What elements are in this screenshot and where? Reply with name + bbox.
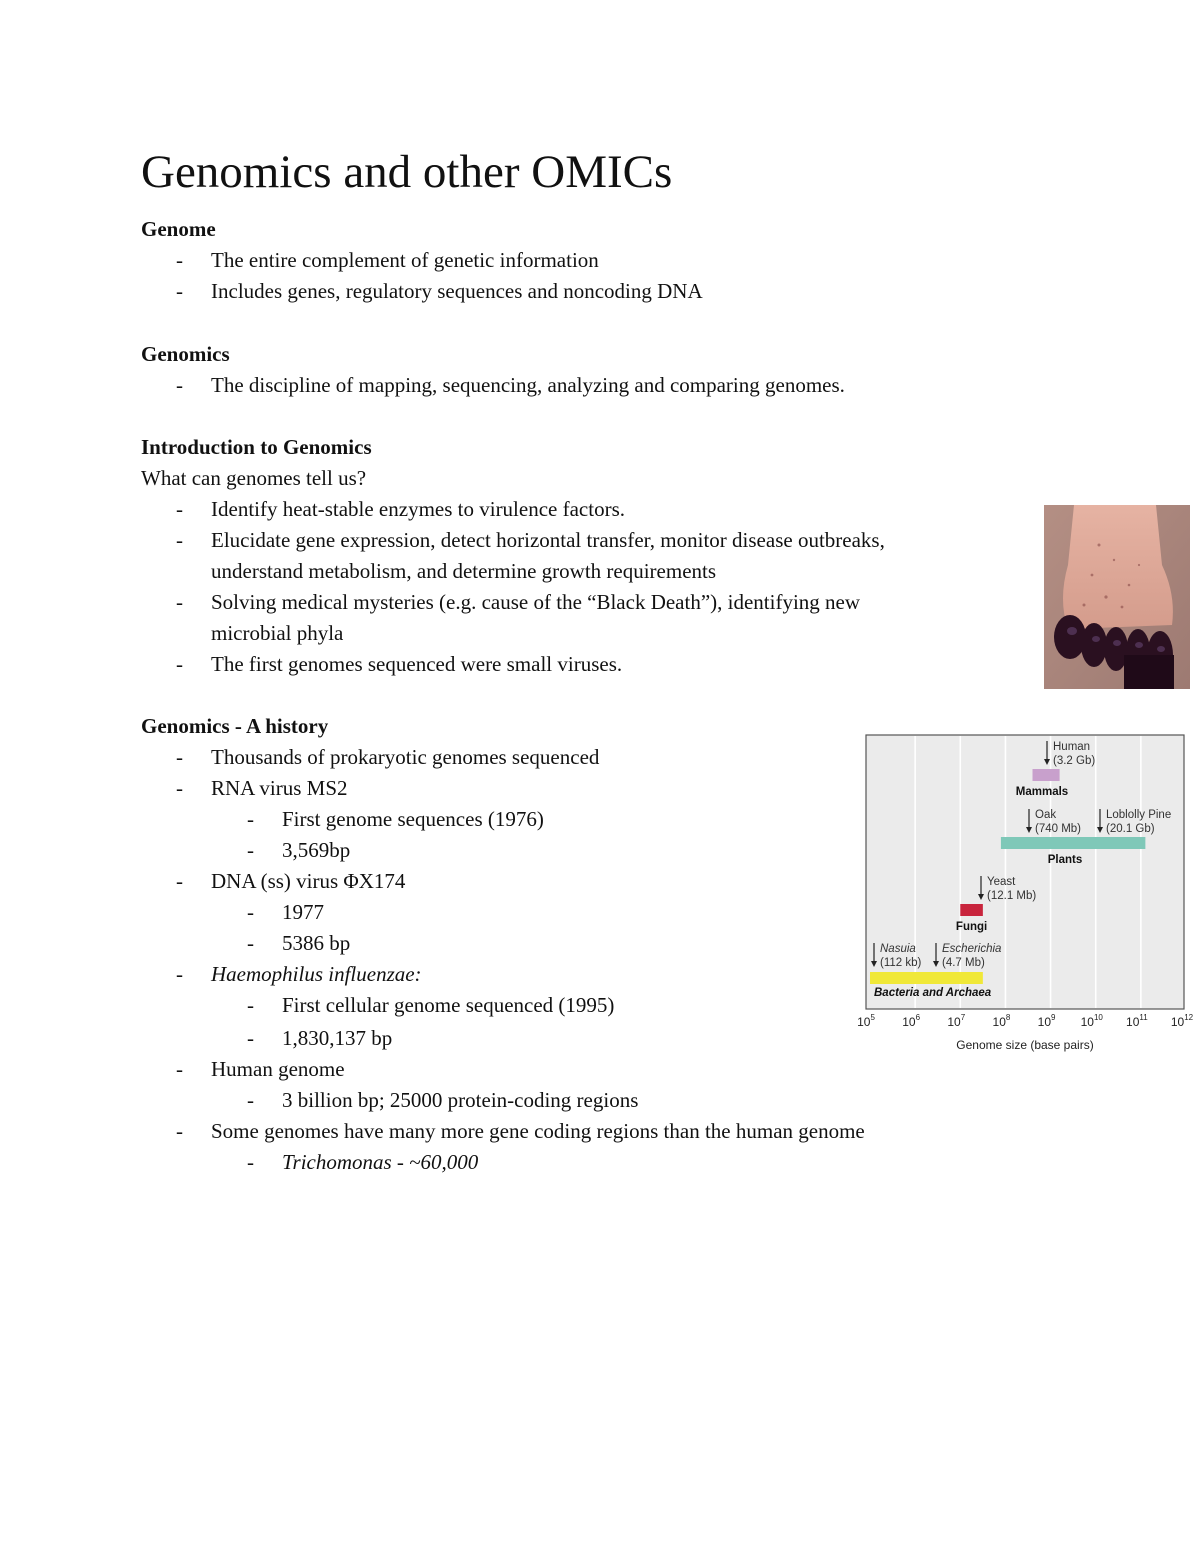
list-item-text: First cellular genome sequenced (1995) [282,993,615,1017]
annotation-label: (3.2 Gb) [1053,755,1096,767]
list-item-text: 5386 bp [282,931,351,955]
bullet-dash: - [247,838,254,862]
bullet-dash: - [176,652,183,676]
list-item-text: microbial phyla [211,621,344,645]
list-item-text: Elucidate gene expression, detect horizontal transfer, monitor disease outbreaks, [211,528,885,552]
group-bar [960,904,983,916]
list-item-text: Human genome [211,1057,345,1081]
list-item-text: 3 billion bp; 25000 protein-coding regions [282,1088,639,1112]
bullet-dash: - [247,1150,254,1174]
tick-label: $10^6$ [902,1013,921,1029]
intro-question: What can genomes tell us? [141,466,367,490]
annotation-label: (12.1 Mb) [987,890,1037,902]
genome-size-chart [852,733,1200,1055]
genome-heading: Genome [141,217,216,241]
annotation-label: Escherichia [942,943,1002,955]
annotation-label: (740 Mb) [1035,823,1082,835]
list-item-text: Some genomes have many more gene coding regions than the human genome [211,1119,865,1143]
annotation-label: (112 kb) [880,957,922,969]
list-item-text: Trichomonas - ~60,000 [282,1150,479,1174]
bullet-dash: - [176,1119,183,1143]
group-bar [870,972,983,984]
bullet-dash: - [176,590,183,614]
annotation-label: Loblolly Pine [1106,809,1172,821]
bullet-dash: - [176,869,183,893]
group-label: Plants [1047,854,1083,866]
history-heading: Genomics - A history [141,714,329,738]
bullet-dash: - [247,1088,254,1112]
tick-label: $10^{10}$ [1080,1013,1103,1029]
group-bar [1001,837,1145,849]
tick-labels [857,1013,1194,1029]
list-item-text: Solving medical mysteries (e.g. cause of the “Black Death”), identifying new [211,590,861,614]
group-bar [1033,769,1060,781]
bullet-dash: - [176,497,183,521]
genomics-heading: Genomics [141,342,230,366]
list-item-text: 1977 [282,900,324,924]
list-item-text: RNA virus MS2 [211,776,348,800]
bullet-dash: - [176,528,183,552]
page-title: Genomics and other OMICs [141,146,673,198]
bullet-dash: - [176,1057,183,1081]
group-label: Mammals [1015,786,1069,798]
bullet-dash: - [247,900,254,924]
bullet-dash: - [247,807,254,831]
list-item-text: The entire complement of genetic information [211,248,599,272]
list-item-text: First genome sequences (1976) [282,807,544,831]
foot-photo-icon [1044,505,1190,689]
list-item-text: The discipline of mapping, sequencing, analyzing and comparing genomes. [211,373,845,397]
annotation-label: Nasuia [880,943,916,955]
tick-label: $10^7$ [947,1013,966,1029]
annotation-label: Human [1053,741,1091,753]
annotation-label: (4.7 Mb) [942,957,985,969]
tick-label: $10^9$ [1037,1013,1056,1029]
list-item-text: understand metabolism, and determine growth requirements [211,559,717,583]
bullet-dash: - [176,776,183,800]
intro-heading: Introduction to Genomics [141,435,372,459]
list-item-text: 3,569bp [282,838,351,862]
bullet-dash: - [247,993,254,1017]
x-axis-label: Genome size (base pairs) [956,1038,1094,1052]
list-item-text: Haemophilus influenzae: [211,962,422,986]
list-item-text: Includes genes, regulatory sequences and noncoding DNA [211,279,703,303]
group-label: Bacteria and Archaea [874,987,992,999]
bullet-dash: - [247,1026,254,1050]
genome-size-figure [852,733,1200,1055]
bullet-dash: - [247,931,254,955]
list-item-text: Thousands of prokaryotic genomes sequenced [211,745,600,769]
annotation-label: Oak [1035,809,1057,821]
bullet-dash: - [176,745,183,769]
bullet-dash: - [176,279,183,303]
list-item-text: DNA (ss) virus ΦX174 [211,869,406,893]
tick-label: $10^8$ [992,1013,1011,1029]
list-item-text: Identify heat-stable enzymes to virulence factors. [211,497,625,521]
bullet-dash: - [176,373,183,397]
bullet-dash: - [176,248,183,272]
list-item-text: The first genomes sequenced were small viruses. [211,652,623,676]
tick-label: $10^{11}$ [1126,1013,1148,1029]
group-label: Fungi [955,921,988,933]
foot-photo [1044,505,1190,689]
annotation-label: Yeast [987,876,1016,888]
annotation-label: (20.1 Gb) [1106,823,1155,835]
tick-label: $10^{12}$ [1170,1013,1194,1029]
tick-label: $10^5$ [857,1013,875,1029]
list-item-text: 1,830,137 bp [282,1026,393,1050]
bullet-dash: - [176,962,183,986]
